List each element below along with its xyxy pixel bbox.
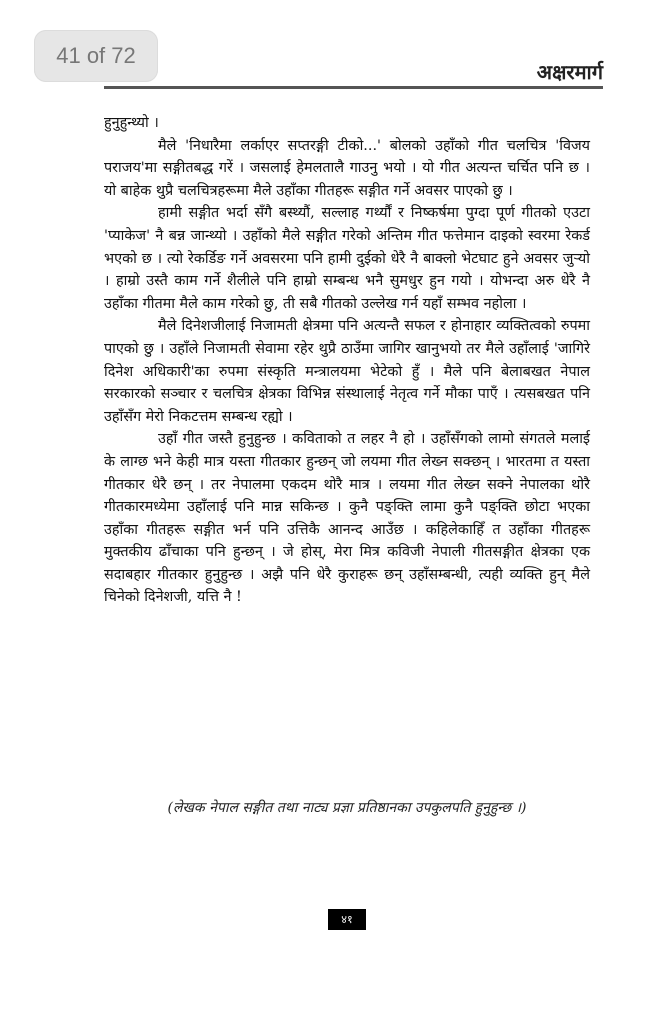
paragraph: मैले 'निधारैमा लर्काएर सप्तरङ्गी टीको...' बोलको उहाँको गीत चलचित्र 'विजय पराजय'मा सङ्गीतबद्ध गरें । जसलाई हेमलतालै गाउनु भयो । यो गीत अत्यन्त चर्चित पनि छ । यो बाहेक थुप्रै चलचित्रहरूमा मैले उहाँका गीतहरू सङ्गीत गर्ने अवसर पाएको छु ।	[104, 137, 590, 199]
paragraph: हामी सङ्गीत भर्दा सँगै बस्थ्यौं, सल्लाह गर्थ्यौं र निष्कर्षमा पुग्दा पूर्ण गीतको एउटा 'प्याकेज' नै बन्न जान्थ्यो । उहाँको मैले सङ्गीत गरेको अन्तिम गीत फत्तेमान दाइको स्वरमा रेकर्ड भएको छ । त्यो रेकर्डिङ गर्ने अवसरमा पनि हामी दुईको धेरै नै बाक्लो भेटघाट हुने अवसर जुर्‍यो । हाम्रो उस्तै काम गर्ने शैलीले पनि हाम्रो सम्बन्ध भनै सुमधुर हुन गयो । योभन्दा अरु धेरै नै उहाँका गीतमा मैले काम गरेको छु, ती सबै गीतको उल्लेख गर्न यहाँ सम्भव नहोला ।	[104, 205, 590, 312]
paragraph: उहाँ गीत जस्तै हुनुहुन्छ । कविताको त लहर नै हो । उहाँसँगको लामो संगतले मलाई के लाग्छ भने केही मात्र यस्ता गीतकार हुन्छन् जो लयमा गीत लेख्न सक्छन् । भारतमा त यस्ता गीतकार धेरै छन् । तर नेपालमा एकदम थोरै मात्र । लयमा गीत लेख्न सक्ने नेपालका थोरै गीतकारमध्येमा उहाँलाई पनि मान्न सकिन्छ । कुनै पङ्क्ति लामा कुनै पङ्क्ति छोटा भएका उहाँका गीतहरू सङ्गीत भर्न पनि उत्तिकै आनन्द आउँछ । कहिलेकाहिँ त उहाँका गीतहरू मुक्तकीय ढाँचाका पनि हुन्छन् । जे होस्, मेरा मित्र कविजी नेपाली गीतसङ्गीत क्षेत्रका एक सदाबहार गीतकार हुनुहुन्छ । अझै पनि धेरै कुराहरू छन् उहाँसम्बन्धी, त्यही व्यक्ति हुन् मैले चिनेको दिनेशजी, यत्ति नै !	[104, 431, 590, 606]
paragraph: हुनुहुन्थ्यो ।	[104, 115, 159, 131]
page-counter-badge: 41 of 72	[34, 30, 158, 82]
running-head: अक्षरमार्ग	[536, 60, 603, 84]
author-note: (लेखक नेपाल सङ्गीत तथा नाट्य प्रज्ञा प्रतिष्ठानका उपकुलपति हुनुहुन्छ ।)	[167, 800, 527, 816]
article-body	[104, 112, 590, 609]
page-number: ४१	[328, 909, 366, 930]
paragraph: मैले दिनेशजीलाई निजामती क्षेत्रमा पनि अत्यन्तै सफल र होनाहार व्यक्तित्वको रुपमा पाएको छु । उहाँले निजामती सेवामा रहेर थुप्रै ठाउँमा जागिर खानुभयो तर मैले उहाँलाई 'जागिरे दिनेश अधिकारी'का रुपमा संस्कृति मन्त्रालयमा भेटेको हुँ । मैले पनि बेलाबखत नेपाल सरकारको सञ्चार र चलचित्र क्षेत्रका विभिन्न संस्थालाई नेतृत्व गर्ने मौका पाएँ । त्यसबखत पनि उहाँसँग मेरो निकटत्तम सम्बन्ध रह्यो ।	[104, 318, 590, 425]
header-rule	[104, 86, 603, 89]
